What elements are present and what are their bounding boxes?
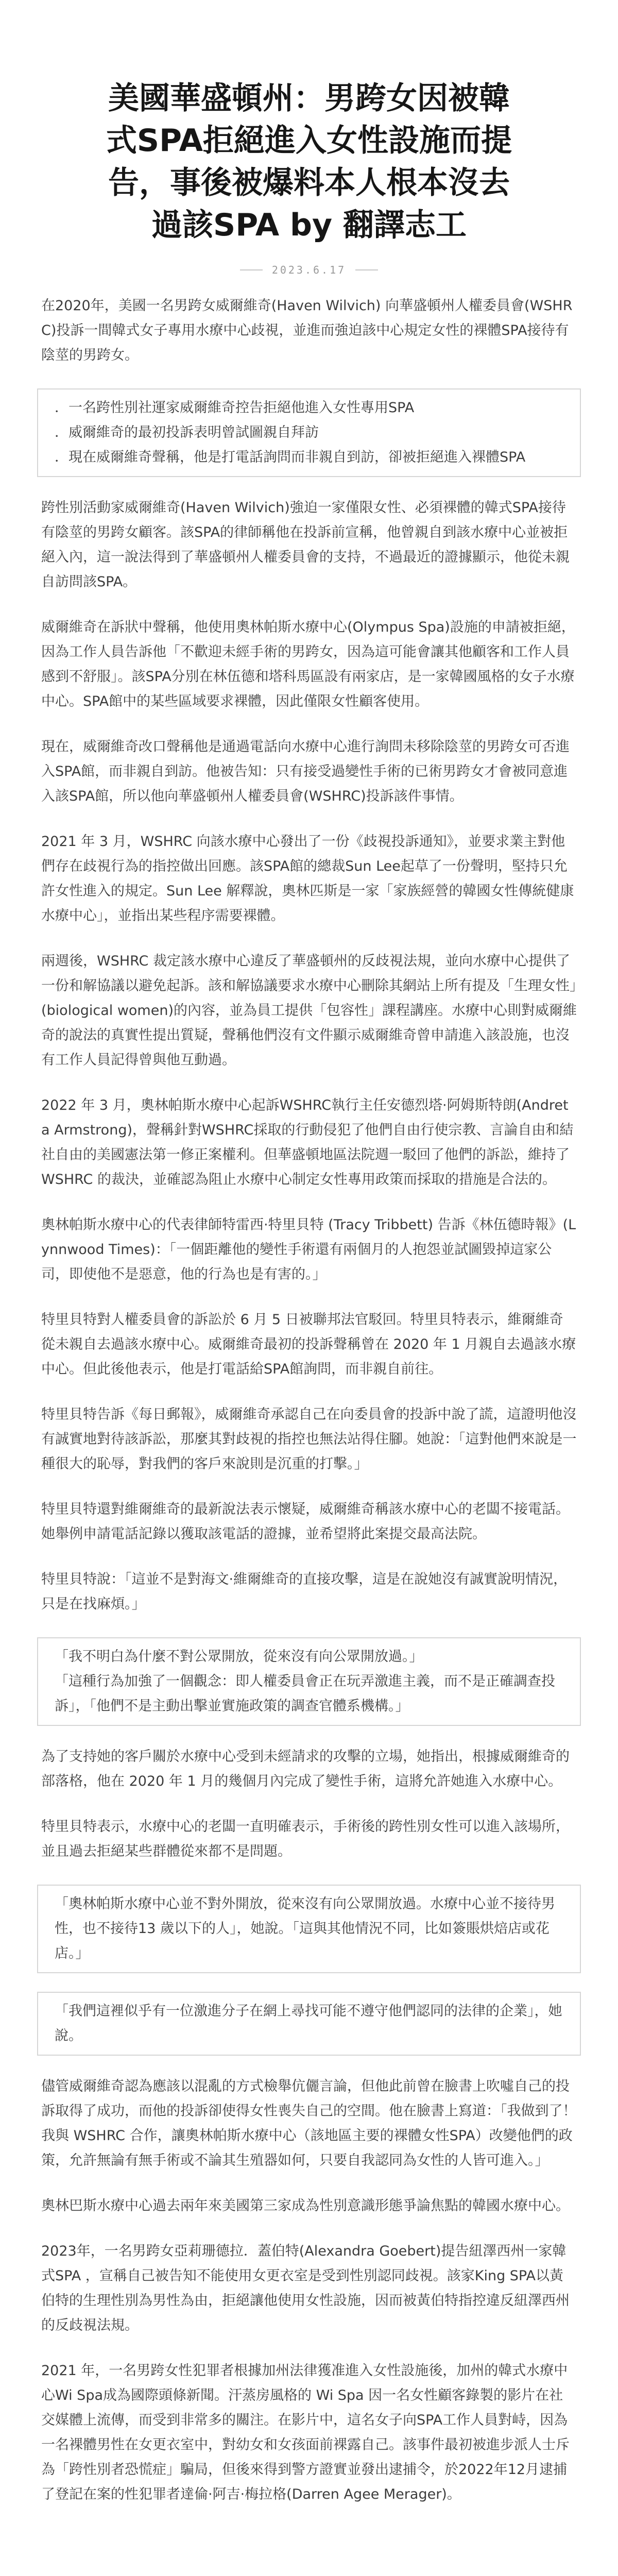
quote-block — [37, 1992, 581, 2056]
title-line: 過該SPA by 翻譯志工 — [151, 207, 467, 243]
paragraph: 儘管威爾維奇認為應該以混亂的方式檢舉伉儷言論，但他此前曾在臉書上吹噓自己的投訴取得了成功，而他的投訴卻使得女性喪失自己的空間。他在臉書上寫道：「我做到了！我與 WSHRC 合作，讓奧林帕斯水療中心（該地區主要的裸體女性SPA）改變他們的政策，允許無論有無手術或不論其生殖器如何，只要自我認同為女性的人皆可進入。」 — [41, 2078, 577, 2168]
date-row — [37, 264, 581, 276]
paragraph: 兩週後，WSHRC 裁定該水療中心違反了華盛頓州的反歧視法規，並向水療中心提供了一份和解協議以避免起訴。該和解協議要求水療中心刪除其網站上所有提及「生理女性」(biological women)的內容，並為員工提供「包容性」課程講座。水療中心則對威爾維奇的說法的真實性提出質疑，聲稱他們沒有文件顯示威爾維奇曾申請進入該設施，也沒有工作人員記得曾與他互動過。 — [41, 953, 577, 1068]
paragraph: 2021 年，一名男跨女性犯罪者根據加州法律獲准進入女性設施後，加州的韓式水療中心Wi Spa成為國際頭條新聞。汗蒸房風格的 Wi Spa 因一名女性顧客錄製的影片在社交媒體上流傳，而受到非常多的關注。在影片中，這名女子向SPA工作人員對峙，因為一名裸體男性在女更衣室中，對幼女和女孩面前裸露自己。該事件最初被進步派人士斥為「跨性別者恐慌症」騙局，但後來得到警方證實並發出逮捕令，於2022年12月逮捕了登記在案的性犯罪者達倫·阿吉·梅拉格(Darren Agee Merager)。 — [41, 2363, 570, 2502]
paragraph: 特里貝特對人權委員會的訴訟於 6 月 5 日被聯邦法官駁回。特里貝特表示，維爾維奇從未親自去過該水療中心。威爾維奇最初的投訴聲稱曾在 2020 年 1 月親自去過該水療中心。但此後他表示，他是打電話給SPA館詢問，而非親自前往。 — [41, 1312, 576, 1377]
paragraph: 特里貝特告訴《每日郵報》，威爾維奇承認自己在向委員會的投訴中說了謊，這證明他沒有誠實地對待該訴訟，那麼其對歧視的指控也無法站得住腳。她說：「這對他們來說是一種很大的恥辱，對我們的客戶來說則是沉重的打擊。」 — [41, 1406, 577, 1472]
paragraph: 為了支持她的客戶關於水療中心受到未經請求的攻擊的立場，她指出，根據威爾維奇的部落格，他在 2020 年 1 月的幾個月內完成了變性手術，這將允許她進入水療中心。 — [41, 1749, 570, 1789]
paragraph: 2021 年 3 月，WSHRC 向該水療中心發出了一份《歧視投訴通知》，並要求業主對他們存在歧視行為的指控做出回應。該SPA館的總裁Sun Lee起草了一份聲明，堅持只允許女性進入的規定。Sun Lee 解釋說，奧林匹斯是一家「家族經營的韓國女性傳統健康水療中心」，並指出某些程序需要裸體。 — [41, 834, 574, 924]
quote-block — [37, 1637, 581, 1726]
date-divider-right — [355, 269, 378, 270]
bullet-item: ．一名跨性別社運家威爾維奇控告拒絕他進入女性專用SPA — [55, 400, 415, 416]
publish-date: 2023.6.17 — [271, 264, 347, 276]
bullet-item: ．現在威爾維奇聲稱，他是打電話詢問而非親自到訪，卻被拒絕進入裸體SPA — [55, 449, 526, 465]
title-line: 告，事後被爆料本人根本沒去 — [108, 165, 510, 201]
paragraph: 現在，威爾維奇改口聲稱他是通過電話向水療中心進行詢問未移除陰莖的男跨女可否進入SPA館，而非親自到訪。他被告知：只有接受過變性手術的已術男跨女才會被同意進入該SPA館，所以他向華盛頓州人權委員會(WSHRC)投訴該件事情。 — [41, 739, 570, 804]
paragraph: 跨性別活動家威爾維奇(Haven Wilvich)強迫一家僅限女性、必須裸體的韓式SPA接待有陰莖的男跨女顧客。該SPA的律師稱他在投訴前宣稱，他曾親自到該水療中心並被拒絕入內，這一說法得到了華盛頓州人權委員會的支持，不過最近的證據顯示，他從未親自訪問該SPA。 — [41, 500, 570, 590]
title-line: 美國華盛頓州：男跨女因被韓 — [108, 80, 510, 116]
paragraph: 威爾維奇在訴狀中聲稱，他使用奧林帕斯水療中心(Olympus Spa)設施的申請被拒絕，因為工作人員告訴他「不歡迎未經手術的男跨女，因為這可能會讓其他顧客和工作人員感到不舒服」。該SPA分別在林伍德和塔科馬區設有兩家店，是一家韓國風格的女子水療中心。SPA館中的某些區域要求裸體，因此僅限女性顧客使用。 — [41, 619, 575, 709]
quote-block — [37, 1885, 581, 1973]
bullet-item: ．威爾維奇的最初投訴表明曾試圖親自拜訪 — [55, 425, 319, 440]
paragraph: 在2020年，美國一名男跨女威爾維奇(Haven Wilvich) 向華盛頓州人權委員會(WSHRC)投訴一間韓式女子專用水療中心歧視，並進而強迫該中心規定女性的裸體SPA接待有陰莖的男跨女。 — [41, 298, 573, 363]
paragraph: 特里貝特說：「這並不是對海文·維爾維奇的直接攻擊，這是在說她沒有誠實說明情況，只是在找麻煩。」 — [41, 1571, 568, 1612]
article-title — [37, 77, 581, 246]
paragraph: 奧林帕斯水療中心的代表律師特雷西·特里貝特 (Tracy Tribbett) 告訴《林伍德時報》(Lynnwood Times)：「一個距離他的變性手術還有兩個月的人抱怨並試圖毀掉這家公司，即使他不是惡意，他的行為也是有害的。」 — [41, 1217, 576, 1282]
date-divider-left — [240, 269, 263, 270]
summary-bullets — [37, 388, 581, 477]
paragraph: 特里貝特表示，水療中心的老闆一直明確表示，手術後的跨性別女性可以進入該場所，並且過去拒絕某些群體從來都不是問題。 — [41, 1819, 570, 1859]
paragraph: 2022 年 3 月，奧林帕斯水療中心起訴WSHRC執行主任安德烈塔·阿姆斯特朗(Andreta Armstrong)，聲稱針對WSHRC採取的行動侵犯了他們自由行使宗教、言論自由和結社自由的美國憲法第一修正案權利。但華盛頓地區法院週一駁回了他們的訴訟，維持了 WSHRC 的裁決，並確認為阻止水療中心制定女性專用政策而採取的措施是合法的。 — [41, 1097, 574, 1188]
paragraph: 奧林巴斯水療中心過去兩年來美國第三家成為性別意識形態爭論焦點的韓國水療中心。 — [41, 2198, 570, 2214]
quote-line: 「我們這裡似乎有一位激進分子在網上尋找可能不遵守他們認同的法律的企業」，她說。 — [55, 2003, 562, 2044]
quote-line: 「這種行為加強了一個觀念：即人權委員會正在玩弄激進主義，而不是正確調查投訴」，「他們不是主動出擊並實施政策的調查官體系機構。」 — [55, 1673, 555, 1714]
quote-line: 「我不明白為什麼不對公眾開放，從來沒有向公眾開放過。」 — [55, 1649, 423, 1665]
paragraph: 特里貝特還對維爾維奇的最新說法表示懷疑，威爾維奇稱該水療中心的老闆不接電話。她舉例申請電話記錄以獲取該電話的證據，並希望將此案提交最高法院。 — [41, 1501, 570, 1542]
paragraph: 2023年，一名男跨女亞莉珊德拉．蓋伯特(Alexandra Goebert)提告紐澤西州一家韓式SPA ，宣稱自己被告知不能使用女更衣室是受到性別認同歧視。該家King SPA以黃伯特的生理性別為男性為由，拒絕讓他使用女性設施，因而被黃伯特指控違反紐澤西州的反歧視法規。 — [41, 2243, 570, 2333]
title-line: 式SPA拒絕進入女性設施而提 — [106, 123, 512, 159]
quote-line: 「奧林帕斯水療中心並不對外開放，從來沒有向公眾開放過。水療中心並不接待男性，也不接待13 歲以下的人」，她說。「這與其他情況不同，比如簽賬烘焙店或花店。」 — [55, 1896, 555, 1961]
article-body — [37, 294, 581, 2507]
